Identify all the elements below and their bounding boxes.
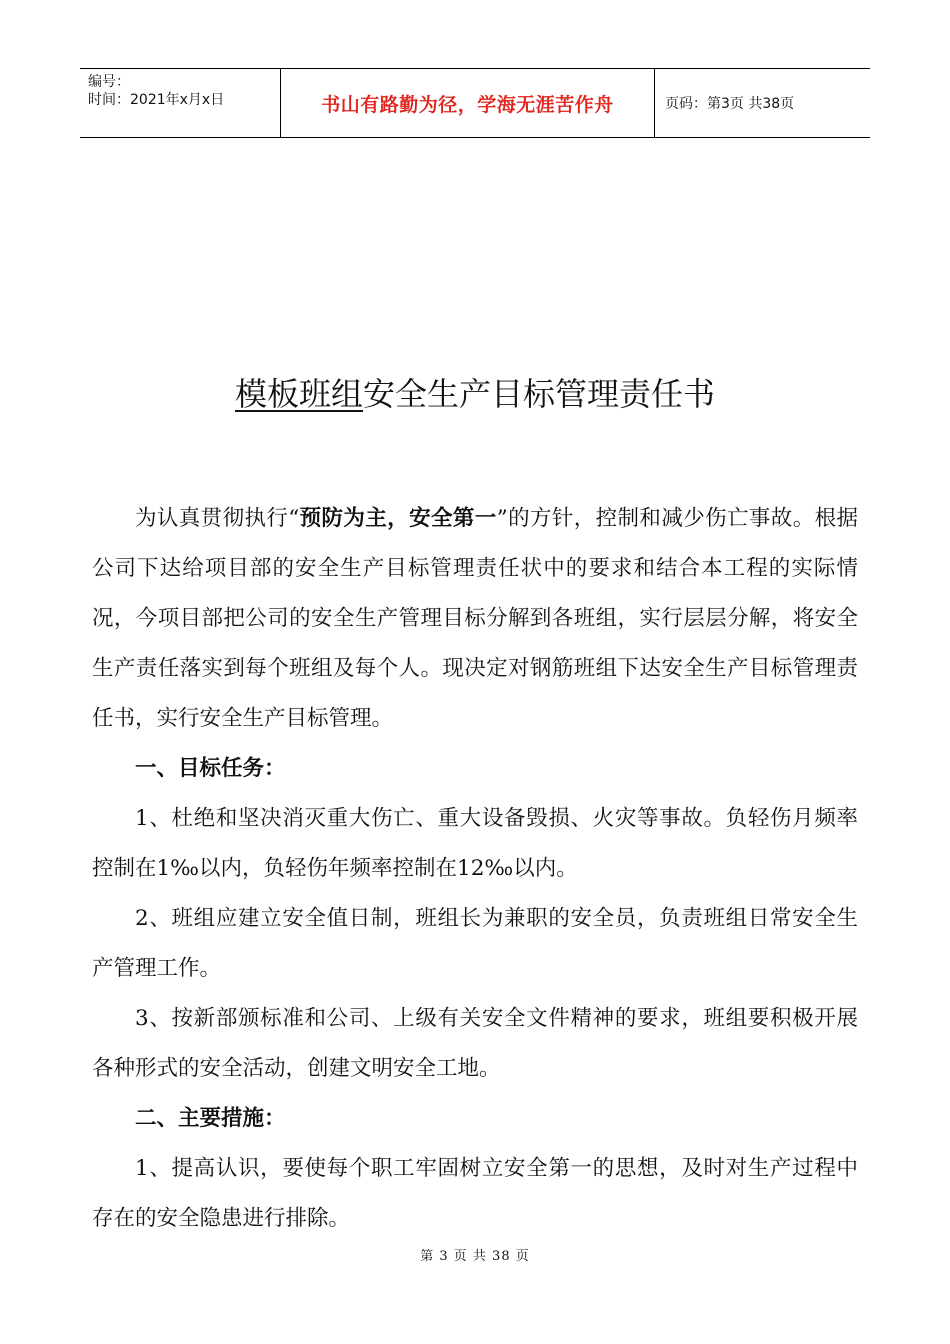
title-underlined: 模板班组 [234, 375, 363, 413]
page-footer: 第 3 页 共 38 页 [420, 1249, 530, 1264]
list-item: 1、杜绝和坚决消灭重大伤亡、重大设备毁损、火灾等事故。负轻伤月频率控制在1‰以内，负轻伤年频率控制在12‰以内。 [92, 806, 858, 881]
document-body [92, 494, 858, 1244]
date-label: 时间：2021年x月x日 [88, 92, 225, 108]
intro-bold: 预防为主，安全第一 [299, 506, 497, 531]
page-header [80, 68, 870, 138]
intro-before: 为认真贯彻执行“ [135, 506, 300, 531]
section-heading: 一、目标任务： [135, 756, 286, 781]
serial-number-label: 编号： [88, 74, 130, 90]
intro-after: ”的方针，控制和减少伤亡事故。根据公司下达给项目部的安全生产目标管理责任状中的要求和结合本工程的实际情况，今项目部把公司的安全生产管理目标分解到各班组，实行层层分解，将安全生产责任落实到每个班组及每个人。现决定对钢筋班组下达安全生产目标管理责任书，实行安全生产目标管理。 [92, 506, 858, 731]
section-heading: 二、主要措施： [135, 1106, 286, 1131]
list-item: 3、按新部颁标准和公司、上级有关安全文件精神的要求，班组要积极开展各种形式的安全活动，创建文明安全工地。 [92, 1006, 858, 1081]
list-item: 2、班组应建立安全值日制，班组长为兼职的安全员，负责班组日常安全生产管理工作。 [92, 906, 858, 981]
intro-paragraph [92, 494, 858, 744]
header-page-info: 页码：第3页 共38页 [665, 96, 795, 112]
header-motto: 书山有路勤为径，学海无涯苦作舟 [281, 69, 655, 137]
document-title [0, 372, 950, 416]
title-rest: 安全生产目标管理责任书 [363, 375, 716, 413]
list-item: 1、提高认识，要使每个职工牢固树立安全第一的思想，及时对生产过程中存在的安全隐患进行排除。 [92, 1156, 858, 1231]
header-meta [80, 69, 281, 137]
